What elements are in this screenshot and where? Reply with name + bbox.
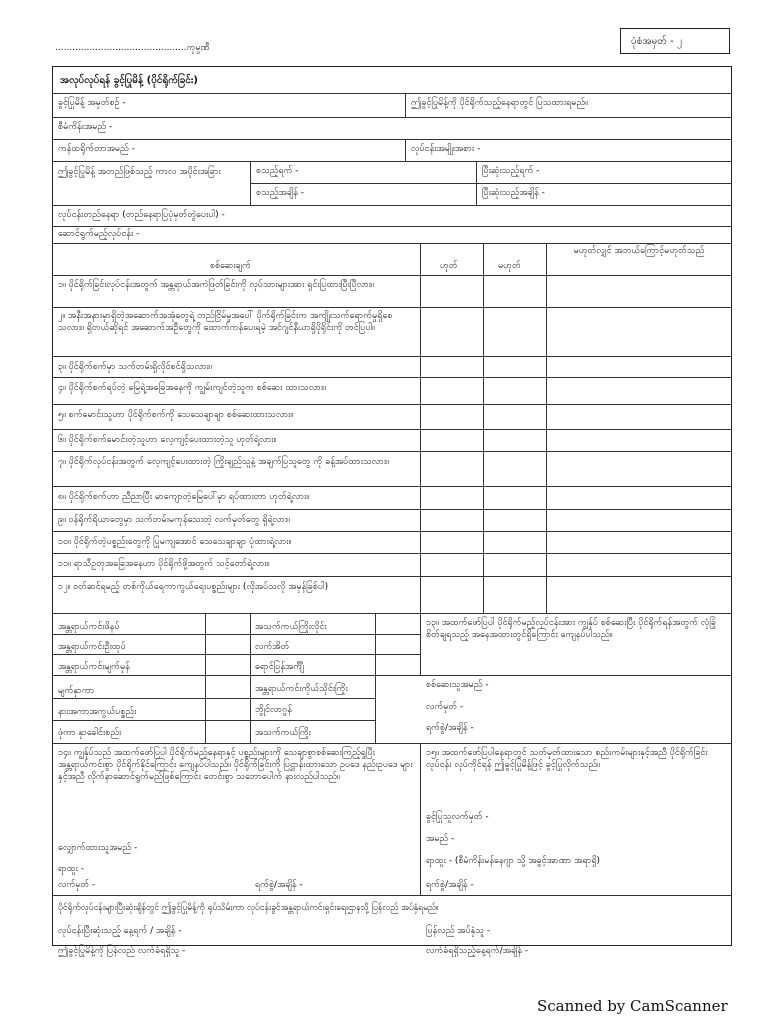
checklist-row-6: ၆။ ပိုင်ရိုက်စက်မောင်းတဲ့သူဟာ လေ့ကျင့်ပေးထားတဲ့သူ ဟုတ်ရဲ့လား။ [58, 435, 277, 445]
end-date-label: ပြီးဆုံးသည့်ရက် - [482, 166, 540, 176]
section15-position: ရာထူး - (စီမံကိန်းမန်နေဂျာ သို့ အခွင့်အာဏာ အရာရှိ) [426, 856, 601, 866]
checklist-header-no: မဟုတ် [498, 261, 521, 271]
checklist-row-9: ၉။ ဝန်ရိုက်ရိယာတွေမှာ သက်တမ်းမကုန်သေးတဲ့ လက်မှတ်တွေ ရှိရဲ့လား။ [58, 515, 290, 525]
project-name-label: စီမံကိန်းအမည် - [58, 122, 113, 132]
section13-date-time: ရက်စွဲ/အချိန် - [426, 723, 474, 733]
ppe-col1-4: မျက်နှာကာ [58, 686, 95, 696]
ppe-col1-5: နားအကာအကွယ်ပစ္စည်း [58, 707, 137, 717]
work-completed-label: လုပ်ငန်းပြီးဆုံးသည့် နေ့ရက် / အချိန် - [58, 926, 182, 936]
form-number-box [620, 28, 730, 54]
section15-approver-signature: ခွင့်ပြုသူလက်မှတ် - [426, 812, 489, 822]
section15-text: ၁၅။ အထက်ဖော်ပြပါနေရာတွင် သတ်မှတ်ထားသော စည်းကမ်းများနှင့်အညီ ပိုင်ရိုက်ခြင်းလုပ်ငန်း လုပ်ကိုင်ရန် ဤခွင့်ပြုမိန့်ဖြင့် ခွင့်ပြုလိုက်သည်။ [426, 748, 708, 770]
checklist-row-3: ၃။ ပိုင်ရိုက်စက်မှာ သက်တမ်းရှိလိုင်စင်ရှိသလား။ [58, 362, 212, 372]
ppe-col2-2: လက်အိတ် [255, 642, 290, 652]
checklist-row-5: ၅။ စက်မောင်းသူဟာ ပိုင်ရိုက်စက်ကို သေသေချာချာ စစ်ဆေးထားသလား။ [58, 410, 294, 420]
start-date-label: စသည့်ရက် - [256, 166, 299, 176]
received-date-label: လက်ခံရရှိသည့်နေ့ရက်/အချိန် - [426, 946, 529, 956]
work-to-do-label: ဆောင်ရွက်မည့်လုပ်ငန်း - [58, 229, 140, 239]
ppe-col2-3: ရောင်ပြန်အင်္ကျီ [255, 662, 305, 672]
end-time-label: ပြီးဆုံးသည့်အချိန် - [482, 188, 545, 198]
form-number: ပုံစံအမှတ် - ၂ [631, 36, 682, 47]
display-note: ဤခွင့်ပြုမိန့်ကို ပိုင်ရိုက်သည့်နေရာတွင် ပြသထားရမည်။ [411, 98, 588, 108]
checklist-row-7: ၇။ ပိုင်ရိုက်လုပ်ငန်းအတွက် လေ့ကျင့်ပေးထားတဲ့ ကြိုးချည်သူနဲ့ အချက်ပြသူတွေ ကို ခန့်အပ်ထားသလား။ [58, 457, 389, 467]
section13-inspector-name: စစ်ဆေးသူအမည် - [426, 680, 489, 690]
ppe-col2-1: အသက်ကယ်ကြိုးလိုင်း [255, 622, 327, 632]
checklist-row-8: ၈။ ပိုင်ရိုက်စက်ဟာ ညီညာပြီး မာကျောတဲ့မြေပေါ်မှာ ရပ်ထားတာ ဟုတ်ရဲ့လား။ [58, 492, 310, 502]
permit-number-label: ခွင့်ပြုမိန့် အမှတ်စဉ် - [58, 98, 126, 108]
checklist-row-4: ၄။ ပိုင်ရိုက်စက်ရပ်တဲ့ မြေရဲ့အခြေအနေကို ကျွမ်းကျင်တဲ့သူက စစ်ဆေး ထားသလား။ [58, 383, 326, 393]
validity-period-label: ဤခွင့်ပြုမိန့် အတည်ဖြစ်သည့် ကာလ အပိုင်းအခြား [58, 167, 221, 177]
checklist-row-11: ၁၁။ ရာသီဥတုအခြေအနေဟာ ပိုင်ရိုက်ဖို့အတွက် သင့်တော်ရဲ့လား။ [58, 559, 270, 569]
ppe-col1-2: အန္တရာယ်ကင်းဦးထုပ် [58, 642, 126, 652]
ppe-col2-5: ဘွိုင်လာဂွန် [255, 705, 292, 715]
start-time-label: စသည့်အချိန် - [256, 188, 304, 198]
section15-name: အမည် - [426, 834, 455, 844]
camscanner-watermark: Scanned by CamScanner [537, 997, 728, 1015]
checklist-row-12: ၁၂။ ဝတ်ဆင်ရမည့် တစ်ကိုယ်ရေကာကွယ်ရေးပစ္စည်းများ (လိုအပ်သလို အမှန်ခြစ်ပါ) [58, 582, 329, 592]
ppe-col2-6: အသက်ကယ်ကြိုး [255, 728, 311, 738]
section13-signature: လက်မှတ် - [426, 702, 464, 712]
section14-position: ရာထူး - [58, 864, 84, 874]
work-type-label: လုပ်ငန်းအမျိုးအစား - [411, 144, 481, 154]
received-by-label: ဤခွင့်ပြုမိန့်ကို ပြန်လည် လက်ခံရရှိသူ - [58, 946, 186, 956]
contractor-name-label: ကန်ထရိုက်တာအမည် - [58, 144, 135, 154]
form-title: အလုပ်လုပ်ရန် ခွင့်ပြုမိန့် (ပိုင်ရိုက်ခြင်း) [60, 75, 198, 86]
checklist-row-2: ၂။ အနီးအနားမှာရှိတဲ့အဆောက်အအုံတွေရဲ့ တည်ငြိမ်မှုအပေါ် ပိုက်ရိုက်ခြင်းက အကျိုးသက်ရောက်မှုရှိစေသလား။ ရှိတယ်ဆိုရင် အဆောက်အဦတွေကို ထောက်ကန်ပေးရမဲ့ အင်ဂျင်နီယာရှိပိုရိုင်းကို တင်ပြပါ။ [58, 311, 393, 333]
returned-by-label: ပြန်လည် အပ်နှံသူ - [426, 926, 491, 936]
section14-applicant-name: လျှောက်ထားသူအမည် - [58, 843, 138, 853]
section13-text: ၁၃။ အထက်ဖော်ပြပါ ပိုင်ရိုက်မည့်လုပ်ငန်းအား ကျွန်ုပ် စစ်ဆေးပြီး ပိုင်ရိုက်ရန်အတွက် လုံခြုံစိတ်ချရသည့် အနေအထားတွင်ရှိကြောင်း ကျေနပ်ပါသည်။ [426, 618, 716, 640]
checklist-header-item: စစ်ဆေးချက် [210, 261, 251, 271]
section14-text: ၁၄။ ကျွန်ုပ်သည် အထက်ဖော်ပြပါ ပိုင်ရိုက်မည့်နေရာနှင့် ပစ္စည်းများကို သေချာစွာစစ်ဆေးကြည့်ရှုပြီး အန္တရာယ်ကင်းစွာ ပိုင်ရိုက်နိုင်ကြောင်း ကျေနပ်ပါသည်။ ပိုင်ရိုက်ခြင်းကို ပြဋ္ဌာန်းထားသော ဥပဒေ နည်းဥပဒေ များနှင့်အညီ လိုက်နာဆောင်ရွက်မည်ဖြစ်ကြောင်း ဝောင်းစွာ သဘောပေါက် နားလည်ပါသည်။ [58, 748, 413, 782]
checklist-header-yes: ဟုတ် [440, 261, 458, 271]
ppe-col1-1: အန္တရာယ်ကင်းဖိနပ် [58, 622, 120, 632]
form-border [52, 66, 732, 946]
company-line: ..............................................ကုမ္ပဏီ [55, 43, 210, 53]
ppe-col2-4: အန္တရာယ်ကင်းကိုယ်သိုင်းကြိုး [255, 684, 348, 694]
checklist-header-reason: မဟုတ်လျှင် အဘယ်ကြောင့်မဟုတ်သည် [573, 246, 705, 256]
checklist-row-1: ၁။ ပိုင်ရိုက်ခြင်းလုပ်ငန်းအတွက် အန္တရာယ်အကဲဖြတ်ခြင်းကို လုပ်သားများအား ရှင်းပြထားပြီးပြီလား။ [58, 280, 374, 290]
bottom-note: ပိုင်ရိုက်လုပ်ငန်းများပြီးဆုံးချိန်တွင် ဤခွင့်ပြုမိန့်ကို ရုပ်သိမ်းကာ လုပ်ငန်းခွင်အန္တရာယ်ကင်းရှင်းရေးဌာနသို့ ပြန်လည် အပ်နှံရမည်။ [58, 903, 439, 913]
section14-date-time: ရက်စွဲ/အချိန် - [255, 880, 303, 890]
checklist-row-10: ၁၀။ ပိုင်ရိုက်တဲ့ပစ္စည်းတွေကို ပြုမကျအောင် သေသေချာချာ ပုံထားရဲ့လား။ [58, 537, 292, 547]
section14-signature: လက်မှတ် - [58, 880, 96, 890]
ppe-col1-6: ဖုံကာ နှာခေါင်းစည်း [58, 728, 122, 738]
work-location-label: လုပ်ငန်းတည်နေရာ (တည်နေရာပြပုံမှတ်တွဲပေးပါ) - [58, 210, 225, 220]
section15-date-time: ရက်စွဲ/အချိန် - [426, 880, 474, 890]
ppe-col1-3: အန္တရာယ်ကင်းမျက်မှန် [58, 662, 130, 672]
